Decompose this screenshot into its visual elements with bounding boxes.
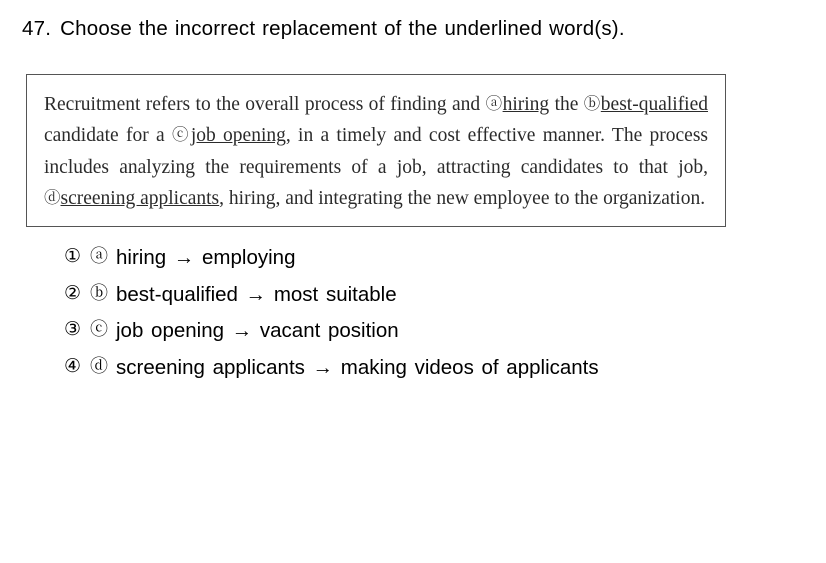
passage-underline-c: job opening [190, 125, 286, 147]
choice-number-4: ④ [64, 355, 82, 378]
passage-box [26, 74, 726, 227]
passage-underline-a: hiring [502, 93, 550, 115]
choice-number-2: ② [64, 281, 82, 304]
passage-seg-2: the [549, 93, 584, 115]
choice-number-3: ③ [64, 318, 82, 341]
choice-letter-4: ⓓ [90, 356, 108, 378]
choice-letter-3: ⓒ [90, 319, 108, 341]
choice-option-3[interactable] [64, 316, 804, 346]
choice-letter-1: ⓐ [90, 246, 108, 268]
passage-marker-d: ⓓ [44, 188, 61, 208]
choice-text-1: hiring → employing [116, 246, 296, 270]
choice-text-4: screening applicants → making videos of applicants [116, 356, 599, 380]
choice-option-2[interactable] [64, 280, 804, 310]
passage-seg-3: candidate for a [44, 125, 172, 147]
answer-choices [64, 243, 804, 383]
passage-underline-b: best-qualified [600, 93, 709, 115]
question-number: 47. [22, 17, 52, 40]
passage-marker-c: ⓒ [171, 125, 191, 145]
choice-text-3: job opening → vacant position [116, 319, 399, 343]
choice-letter-2: ⓑ [90, 282, 108, 304]
passage-marker-b: ⓑ [583, 93, 601, 113]
passage-seg-5: , hiring, and integrating the new employee to the organization. [219, 188, 706, 210]
passage-underline-d: screening applicants [60, 188, 220, 210]
passage-seg-1: Recruitment refers to the overall process of finding and [44, 93, 486, 115]
choice-text-2: best-qualified → most suitable [116, 282, 397, 306]
passage-paragraph [44, 89, 708, 215]
passage-marker-a: ⓐ [485, 93, 503, 113]
choice-option-1[interactable] [64, 243, 804, 273]
question-text: Choose the incorrect replacement of the underlined word(s). [60, 17, 625, 40]
choice-number-1: ① [64, 245, 82, 268]
question-stem [22, 14, 804, 44]
choice-option-4[interactable] [64, 353, 804, 383]
passage-seg-4: , in a timely and cost effective manner. The process includes analyzing the requirements of a job, attracting candidates to that job, [44, 125, 709, 178]
